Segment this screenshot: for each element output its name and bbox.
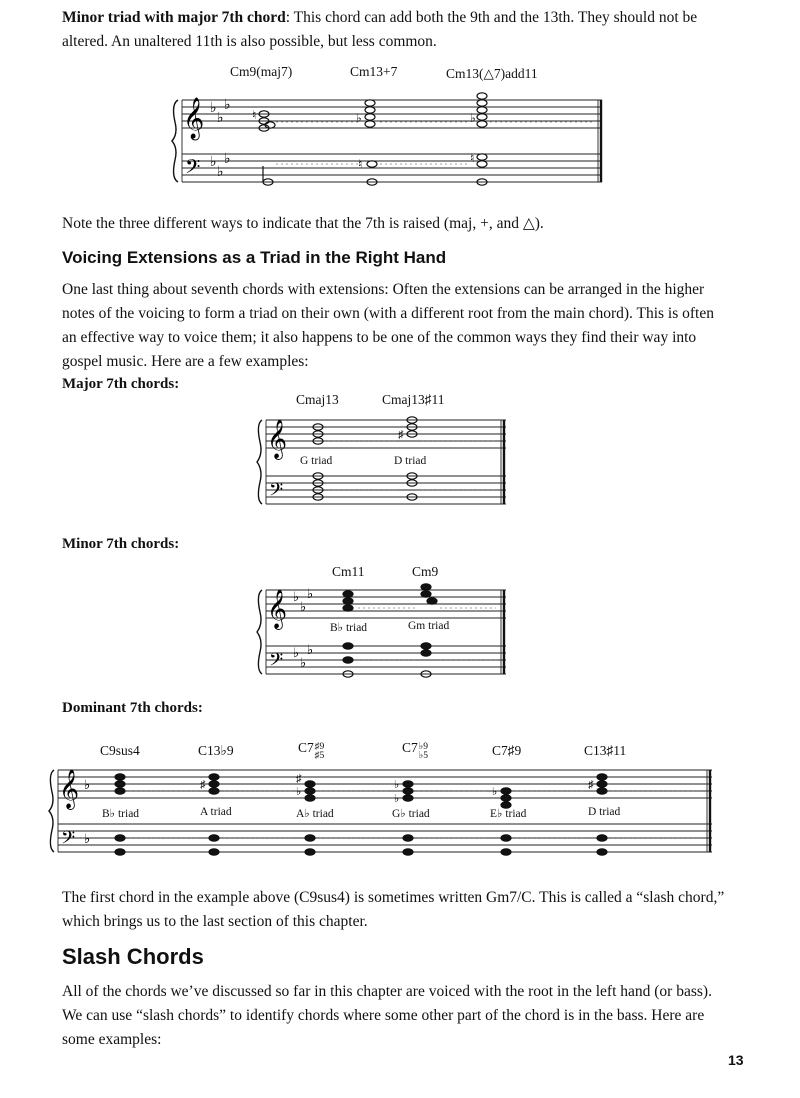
treble-clef-icon: 𝄞 — [59, 769, 80, 809]
dominant7-chord-6 — [584, 743, 626, 759]
example1-grand-staff — [170, 92, 610, 192]
dominant7-triad-6: D triad — [588, 806, 621, 818]
dominant7-chord-2-name: C13♭9 — [198, 743, 234, 758]
minor7-triad-2: Gm triad — [408, 620, 450, 632]
svg-text:♭: ♭ — [300, 600, 307, 615]
section2-paragraph-line-3: some examples: — [62, 1031, 162, 1048]
dominant7-triad-5: E♭ triad — [490, 808, 527, 820]
intro-line-1 — [62, 6, 697, 30]
treble-clef-icon: 𝄞 — [267, 589, 288, 629]
bass-clef-icon: 𝄢 — [185, 155, 201, 183]
dominant7-triad-1: B♭ triad — [102, 808, 140, 820]
dominant7-chord-1 — [100, 743, 140, 759]
major7-grand-staff — [256, 414, 516, 514]
dominant7-chord-4 — [402, 740, 428, 761]
bass-clef-icon: 𝄢 — [269, 650, 284, 675]
treble-clef-icon: 𝄞 — [267, 419, 288, 459]
svg-text:♭: ♭ — [224, 97, 231, 113]
example1-chord-2: Cm13+7 — [350, 64, 398, 79]
slash-chord-note-line-1: The first chord in the example above (C9sus4) is sometimes written Gm7/C. This is called a “slash chord,” — [62, 889, 725, 906]
dominant7-chord-3-lower: ♯5 — [314, 751, 325, 761]
dominant7-chord-6-name: C13♯11 — [584, 743, 627, 758]
svg-text:♭: ♭ — [394, 793, 400, 805]
svg-text:♭: ♭ — [307, 587, 314, 602]
dominant7-chord-4-root: C7 — [402, 740, 418, 755]
slash-chord-note-line-2: which brings us to the last section of this chapter. — [62, 913, 368, 930]
example1-chord-3: Cm13(△7)add11 — [446, 66, 538, 81]
treble-clef-icon: 𝄞 — [183, 98, 205, 139]
page-number: 13 — [728, 1052, 744, 1068]
major7-triad-2: D triad — [394, 455, 427, 467]
section2-paragraph-line-2: We can use “slash chords” to identify chords where some other part of the chord is in the bass. Here are — [62, 1007, 705, 1024]
dominant7-chord-3 — [298, 740, 324, 761]
dominant7-label: Dominant 7th chords: — [62, 700, 203, 716]
key-signature-flats — [293, 587, 313, 671]
note-raised-seventh: Note the three different ways to indicate that the 7th is raised (maj, +, and △). — [62, 215, 544, 232]
svg-text:♭: ♭ — [210, 100, 217, 116]
intro-line-2: altered. An unaltered 11th is also possible, but less common. — [62, 33, 437, 50]
example1-chord-1: Cm9(maj7) — [230, 64, 293, 79]
svg-text:♭: ♭ — [296, 786, 302, 798]
svg-text:♭: ♭ — [356, 111, 362, 125]
bass-clef-icon: 𝄢 — [269, 480, 284, 505]
svg-text:♮: ♮ — [470, 151, 475, 165]
dominant7-chord-4-upper: ♭9 — [418, 742, 428, 752]
dominant7-chord-5-name: C7♯9 — [492, 743, 522, 758]
dominant7-chord-2 — [198, 743, 234, 759]
minor7-label: Minor 7th chords: — [62, 536, 180, 552]
svg-text:♭: ♭ — [293, 590, 300, 605]
major7-triad-1: G triad — [300, 455, 333, 467]
intro-lead: Minor triad with major 7th chord — [62, 9, 286, 26]
section1-paragraph-line-3: an effective way to voice them; it also happens to be one of the common ways they find their way into — [62, 329, 697, 346]
example1-chord-2-notes — [365, 100, 377, 185]
svg-text:♮: ♮ — [358, 157, 363, 171]
svg-text:♭: ♭ — [84, 778, 91, 793]
section1-paragraph-line-2: notes of the voicing to form a triad on their own (with a different root from the main chord). This is often — [62, 305, 714, 322]
svg-text:♯: ♯ — [398, 429, 404, 441]
dominant7-triad-4: G♭ triad — [392, 808, 430, 820]
svg-text:♯: ♯ — [200, 779, 206, 791]
dominant7-chord-3-upper: ♯9 — [314, 742, 325, 752]
svg-text:♯: ♯ — [588, 779, 594, 791]
svg-text:♭: ♭ — [300, 656, 307, 671]
major7-label: Major 7th chords: — [62, 376, 180, 392]
svg-text:♭: ♭ — [492, 786, 498, 798]
section1-paragraph-line-4: gospel music. Here are a few examples: — [62, 353, 309, 370]
dominant7-chord-3-root: C7 — [298, 740, 314, 755]
svg-text:♭: ♭ — [394, 779, 400, 791]
dominant7-triad-2: A triad — [200, 806, 232, 818]
minor7-chord-2: Cm9 — [412, 564, 439, 579]
svg-text:♭: ♭ — [470, 111, 476, 125]
section-heading-triad-voicing: Voicing Extensions as a Triad in the Right Hand — [62, 248, 447, 267]
dominant7-chord-4-lower: ♭5 — [418, 751, 428, 761]
svg-text:♭: ♭ — [293, 646, 300, 661]
minor7-chord-1: Cm11 — [332, 564, 365, 579]
svg-text:♭: ♭ — [224, 151, 231, 167]
minor7-triad-1: B♭ triad — [330, 622, 368, 634]
major7-chord-1: Cmaj13 — [296, 392, 339, 407]
intro-line-1-rest: : This chord can add both the 9th and the 13th. They should not be — [285, 9, 698, 26]
svg-text:♭: ♭ — [217, 110, 224, 126]
example1-chord-1-notes — [259, 111, 275, 185]
key-signature-flats — [84, 778, 90, 847]
dominant7-chord-5 — [492, 743, 521, 759]
dominant7-chord-1-name: C9sus4 — [100, 743, 140, 758]
svg-text:♭: ♭ — [84, 832, 91, 847]
major7-chord-2: Cmaj13♯11 — [382, 392, 445, 407]
bass-clef-icon: 𝄢 — [61, 828, 76, 853]
minor7-grand-staff — [256, 584, 516, 684]
svg-text:♭: ♭ — [210, 154, 217, 170]
section1-paragraph-line-1: One last thing about seventh chords with extensions: Often the extensions can be arranged in the higher — [62, 281, 705, 298]
section2-paragraph-line-1: All of the chords we’ve discussed so far in this chapter are voiced with the root in the left hand (or bass). — [62, 983, 712, 1000]
dominant7-chord-notes — [115, 774, 607, 855]
svg-text:♮: ♮ — [252, 108, 257, 122]
svg-text:♭: ♭ — [217, 164, 224, 180]
dominant7-triad-3: A♭ triad — [296, 808, 334, 820]
svg-text:♯: ♯ — [296, 773, 302, 785]
section-heading-slash-chords: Slash Chords — [62, 944, 204, 969]
svg-text:♭: ♭ — [307, 643, 314, 658]
dominant7-accidentals — [200, 773, 594, 805]
